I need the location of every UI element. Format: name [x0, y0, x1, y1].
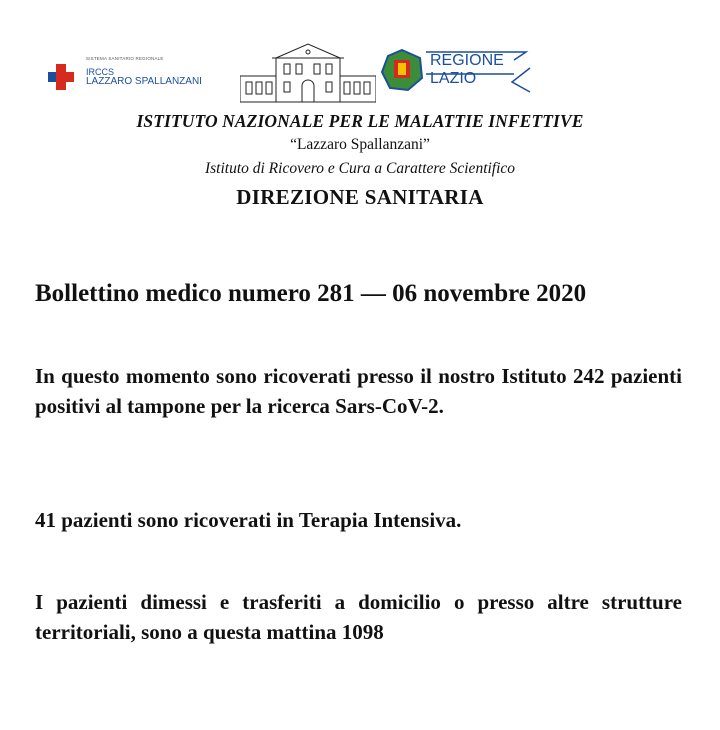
- irccs-logo-line1: IRCCS: [86, 67, 115, 77]
- institute-subtitle: Istituto di Ricovero e Cura a Carattere Scientifico: [204, 160, 516, 177]
- regione-logo-line1: REGIONE: [430, 52, 504, 69]
- regione-lazio-logo: [380, 48, 550, 98]
- institute-name: “Lazzaro Spallanzani”: [290, 136, 430, 153]
- regione-logo-line2: LAZIO: [430, 70, 477, 87]
- irccs-small-text: SISTEMA SANITARIO REGIONALE: [86, 56, 164, 61]
- institute-title: ISTITUTO NAZIONALE PER LE MALATTIE INFETTIVE: [136, 111, 584, 131]
- bulletin-paragraph-hospitalized: In questo momento sono ricoverati presso il nostro Istituto 242 pazienti positivi al tampone per la ricerca Sars-CoV-2.: [35, 364, 682, 418]
- department-title: DIREZIONE SANITARIA: [236, 185, 484, 209]
- bulletin-title: Bollettino medico numero 281 — 06 novembre 2020: [35, 280, 587, 307]
- building-icon: [240, 40, 376, 106]
- red-cross-icon: [46, 64, 78, 90]
- logo-bar: [0, 38, 720, 108]
- spallanzani-building-logo: [240, 40, 376, 111]
- bulletin-paragraph-discharged: I pazienti dimessi e trasferiti a domicilio o presso altre strutture territoriali, sono a questa mattina 1098: [35, 590, 682, 644]
- irccs-logo: [46, 56, 226, 92]
- bulletin-paragraph-intensive-care: 41 pazienti sono ricoverati in Terapia Intensiva.: [35, 508, 462, 532]
- irccs-logo-line2: LAZZARO SPALLANZANI: [86, 76, 202, 87]
